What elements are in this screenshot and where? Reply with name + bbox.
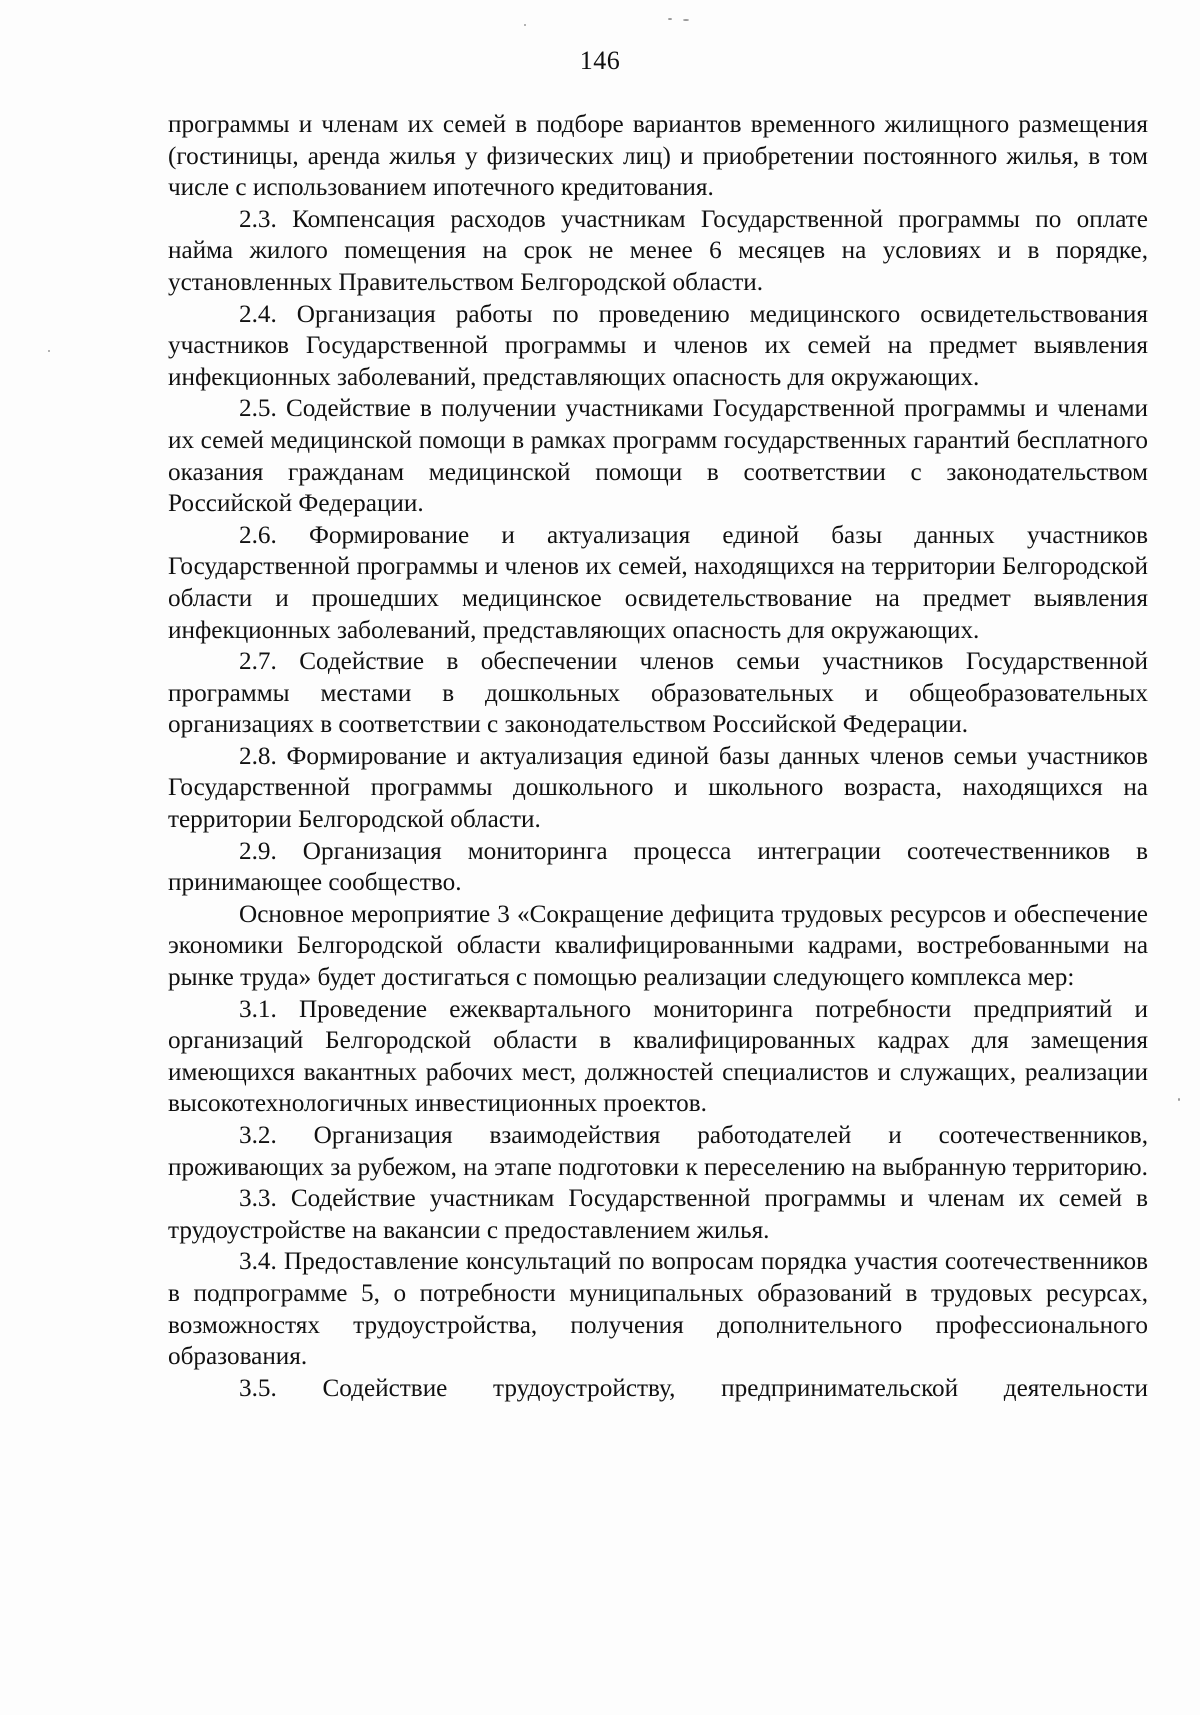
paragraph-3-5: 3.5. Содействие трудоустройству, предпринимательской деятельности — [239, 1374, 1148, 1402]
paragraph-2-5: 2.5. Содействие в получении участниками Государственной программы и членами их семей медицинской помощи в рамках программ государственных гарантий бесплатного оказания гражданам медицинской помощи в соответствии с законодательством Российской Федерации. — [168, 395, 1148, 518]
paragraph-2-6: 2.6. Формирование и актуализация единой базы данных участников Государственной программы и членов их семей, находящихся на территории Белгородской области и прошедших медицинское освидетельствование на предмет выявления инфекционных заболеваний, представляющих опасность для окружающих. — [168, 521, 1148, 644]
page-number: 146 — [579, 46, 621, 75]
paragraph-2-3: 2.3. Компенсация расходов участникам Государственной программы по оплате найма жилого помещения на срок не менее 6 месяцев на условиях и в порядке, установленных Правительством Белгородской области. — [168, 205, 1148, 296]
scan-speck — [683, 19, 689, 21]
scan-speck — [668, 18, 672, 20]
paragraph-3-3: 3.3. Содействие участникам Государственной программы и членам их семей в трудоустройстве на вакансии с предоставлением жилья. — [168, 1185, 1148, 1244]
paragraph-2-7: 2.7. Содействие в обеспечении членов семьи участников Государственной программы местами в дошкольных образовательных и общеобразовательных организациях в соответствии с законодательством Российской Федерации. — [168, 648, 1148, 739]
scan-speck — [48, 350, 50, 352]
paragraph-2-4: 2.4. Организация работы по проведению медицинского освидетельствования участников Государственной программы и членов их семей на предмет выявления инфекционных заболеваний, представляющих опасность для окружающих. — [168, 300, 1148, 391]
scan-speck — [524, 24, 526, 26]
paragraph-3-1: 3.1. Проведение ежеквартального мониторинга потребности предприятий и организаций Белгородской области в квалифицированных кадрах для замещения имеющихся вакантных рабочих мест, должностей специалистов и служащих, реализации высокотехнологичных инвестиционных проектов. — [168, 995, 1148, 1118]
paragraph-2-8: 2.8. Формирование и актуализация единой базы данных членов семьи участников Государственной программы дошкольного и школьного возраста, находящихся на территории Белгородской области. — [168, 742, 1148, 834]
paragraph-2-9: 2.9. Организация мониторинга процесса интеграции соотечественников в принимающее сообщество. — [168, 837, 1148, 897]
document-body — [168, 109, 1148, 1404]
paragraph-3-4: 3.4. Предоставление консультаций по вопросам порядка участия соотечественников в подпрограмме 5, о потребности муниципальных образований в трудовых ресурсах, возможностях трудоустройства, получения дополнительного профессионального образования. — [168, 1248, 1148, 1371]
paragraph-continuation: программы и членам их семей в подборе вариантов временного жилищного размещения (гостиницы, аренда жилья у физических лиц) и приобретении постоянного жилья, в том числе с использованием ипотечного кредитования. — [168, 111, 1148, 202]
paragraph-3-2: 3.2. Организация взаимодействия работодателей и соотечественников, проживающих за рубежом, на этапе подготовки к переселению на выбранную территорию. — [168, 1122, 1148, 1181]
scan-speck — [1178, 1098, 1180, 1101]
paragraph-main-measure-3: Основное мероприятие 3 «Сокращение дефицита трудовых ресурсов и обеспечение экономики Белгородской области квалифицированными кадрами, востребованными на рынке труда» будет достигаться с помощью реализации следующего комплекса мер: — [168, 900, 1148, 992]
